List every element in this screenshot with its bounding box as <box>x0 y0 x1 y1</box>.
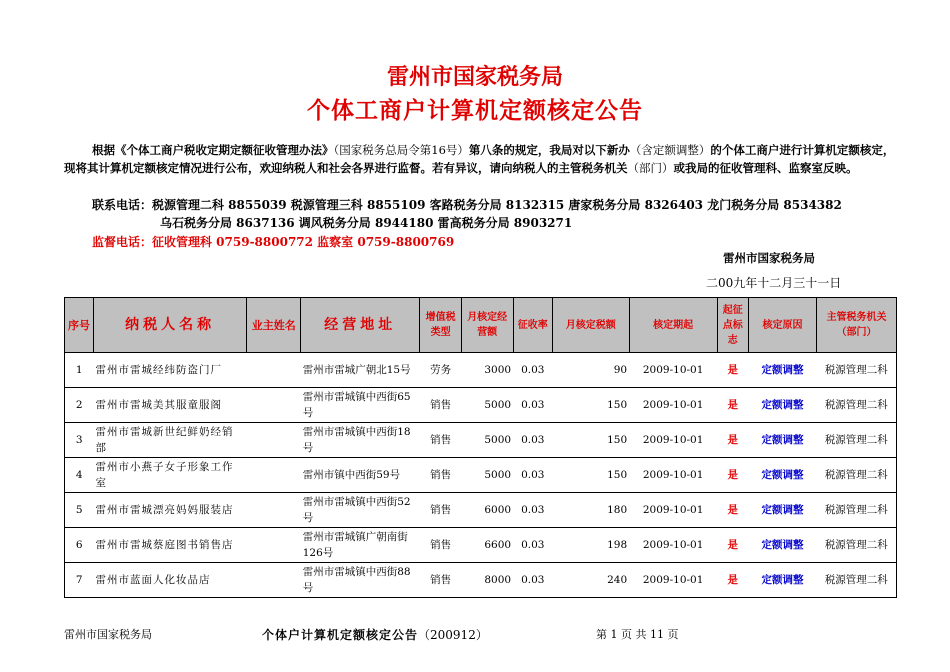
col-threshold: 起征点标志 <box>717 298 748 353</box>
row-address: 雷州市雷城镇中西街18号 <box>301 423 420 458</box>
row-seq: 2 <box>65 388 94 423</box>
row-tax: 180 <box>552 493 629 528</box>
row-seq: 7 <box>65 563 94 598</box>
row-threshold-flag: 是 <box>717 493 748 528</box>
row-tax: 150 <box>552 458 629 493</box>
row-revenue: 3000 <box>461 353 513 388</box>
row-period: 2009-10-01 <box>629 528 717 563</box>
table-header-row <box>65 298 897 353</box>
row-revenue: 5000 <box>461 458 513 493</box>
footer-title-text: 个体户计算机定额核定公告 <box>262 628 419 642</box>
intro-part3: 第八条的规定，我局对以下新办 <box>468 143 630 157</box>
row-seq: 1 <box>65 353 94 388</box>
row-dept: 税源管理二科 <box>817 423 897 458</box>
row-rate: 0.03 <box>513 563 552 598</box>
col-period: 核定期起 <box>629 298 717 353</box>
assessment-table <box>64 297 897 598</box>
row-revenue: 5000 <box>461 388 513 423</box>
row-reason: 定额调整 <box>748 493 816 528</box>
intro-part5: 的个体工商户进行计算机定额核定，现将其计算机定额核定情况进行公布，欢迎纳税人和社会各界进行监督。若有异议，请向纳税人的主管税务机关 <box>64 143 895 175</box>
row-vat: 销售 <box>420 458 461 493</box>
col-address: 经营地址 <box>301 298 420 353</box>
row-reason: 定额调整 <box>748 563 816 598</box>
row-period: 2009-10-01 <box>629 423 717 458</box>
row-seq: 5 <box>65 493 94 528</box>
row-revenue: 6000 <box>461 493 513 528</box>
col-owner: 业主姓名 <box>247 298 301 353</box>
col-rate: 征收率 <box>513 298 552 353</box>
footer-title <box>262 626 488 643</box>
row-vat: 销售 <box>420 563 461 598</box>
row-dept: 税源管理二科 <box>817 563 897 598</box>
row-owner <box>247 353 301 388</box>
row-seq: 3 <box>65 423 94 458</box>
intro-part6: （部门） <box>627 161 674 175</box>
row-owner <box>247 388 301 423</box>
row-period: 2009-10-01 <box>629 493 717 528</box>
intro-part2: （国家税务总局令第16号） <box>333 143 469 157</box>
row-vat: 销售 <box>420 528 461 563</box>
row-tax: 240 <box>552 563 629 598</box>
table-row <box>65 458 897 493</box>
row-name: 雷州市蓝面人化妆品店 <box>94 563 247 598</box>
row-seq: 6 <box>65 528 94 563</box>
row-tax: 150 <box>552 423 629 458</box>
col-name: 纳税人名称 <box>94 298 247 353</box>
row-threshold-flag: 是 <box>717 528 748 563</box>
row-address: 雷州市镇中西街59号 <box>301 458 420 493</box>
col-reason: 核定原因 <box>748 298 816 353</box>
row-period: 2009-10-01 <box>629 353 717 388</box>
org-title: 雷州市国家税务局 <box>386 65 563 90</box>
row-address: 雷州市雷城镇中西街88号 <box>301 563 420 598</box>
col-revenue: 月核定经营额 <box>461 298 513 353</box>
row-name: 雷州市雷城漂亮妈妈服装店 <box>94 493 247 528</box>
col-seq: 序号 <box>65 298 94 353</box>
row-vat: 销售 <box>420 388 461 423</box>
row-owner <box>247 493 301 528</box>
footer-org: 雷州市国家税务局 <box>64 628 152 641</box>
table-row <box>65 423 897 458</box>
row-vat: 销售 <box>420 493 461 528</box>
intro-part7: 或我局的征收管理科、监察室反映。 <box>673 161 858 175</box>
row-rate: 0.03 <box>513 528 552 563</box>
contact-line-2: 乌石税务分局 8637136 调风税务分局 8944180 雷高税务分局 8903271 <box>160 216 573 230</box>
row-threshold-flag: 是 <box>717 458 748 493</box>
table-row <box>65 563 897 598</box>
row-name: 雷州市小燕子女子形象工作室 <box>94 458 247 493</box>
row-address: 雷州市雷城广朝北15号 <box>301 353 420 388</box>
row-reason: 定额调整 <box>748 528 816 563</box>
row-vat: 劳务 <box>420 353 461 388</box>
row-threshold-flag: 是 <box>717 388 748 423</box>
row-address: 雷州市雷城镇中西街52号 <box>301 493 420 528</box>
row-dept: 税源管理二科 <box>817 353 897 388</box>
row-reason: 定额调整 <box>748 458 816 493</box>
row-dept: 税源管理二科 <box>817 388 897 423</box>
row-rate: 0.03 <box>513 353 552 388</box>
row-address: 雷州市雷城镇广朝南街126号 <box>301 528 420 563</box>
table-row <box>65 388 897 423</box>
intro-part4: （含定额调整） <box>629 143 711 157</box>
table-row <box>65 493 897 528</box>
row-reason: 定额调整 <box>748 423 816 458</box>
row-dept: 税源管理二科 <box>817 458 897 493</box>
row-owner <box>247 423 301 458</box>
row-reason: 定额调整 <box>748 388 816 423</box>
row-dept: 税源管理二科 <box>817 528 897 563</box>
row-period: 2009-10-01 <box>629 388 717 423</box>
intro-paragraph <box>64 141 904 177</box>
row-period: 2009-10-01 <box>629 458 717 493</box>
row-period: 2009-10-01 <box>629 563 717 598</box>
row-vat: 销售 <box>420 423 461 458</box>
row-name: 雷州市雷城蔡庭图书销售店 <box>94 528 247 563</box>
row-rate: 0.03 <box>513 423 552 458</box>
table-row <box>65 528 897 563</box>
col-dept: 主管税务机关（部门） <box>817 298 897 353</box>
row-name: 雷州市雷城经纬防盗门厂 <box>94 353 247 388</box>
col-vat: 增值税类型 <box>420 298 461 353</box>
footer-page: 第 1 页 共 11 页 <box>596 628 679 641</box>
row-name: 雷州市雷城美其服童服阁 <box>94 388 247 423</box>
supervise-phones: 监督电话：征收管理科 0759-8800772 监察室 0759-8800769 <box>92 235 455 249</box>
row-dept: 税源管理二科 <box>817 493 897 528</box>
col-tax: 月核定税额 <box>552 298 629 353</box>
row-seq: 4 <box>65 458 94 493</box>
row-owner <box>247 563 301 598</box>
row-threshold-flag: 是 <box>717 353 748 388</box>
row-rate: 0.03 <box>513 388 552 423</box>
row-revenue: 8000 <box>461 563 513 598</box>
row-threshold-flag: 是 <box>717 423 748 458</box>
signature-date: 二00九年十二月三十一日 <box>706 276 842 290</box>
row-rate: 0.03 <box>513 458 552 493</box>
row-owner <box>247 458 301 493</box>
row-rate: 0.03 <box>513 493 552 528</box>
row-revenue: 5000 <box>461 423 513 458</box>
signature-org: 雷州市国家税务局 <box>723 251 815 265</box>
row-tax: 198 <box>552 528 629 563</box>
row-address: 雷州市雷城镇中西街65号 <box>301 388 420 423</box>
intro-part1: 根据《个体工商户税收定期定额征收管理办法》 <box>92 143 334 157</box>
row-revenue: 6600 <box>461 528 513 563</box>
row-tax: 150 <box>552 388 629 423</box>
footer-code: （200912） <box>418 628 488 642</box>
row-threshold-flag: 是 <box>717 563 748 598</box>
table-row <box>65 353 897 388</box>
row-name: 雷州市雷城新世纪鲜奶经销部 <box>94 423 247 458</box>
row-reason: 定额调整 <box>748 353 816 388</box>
row-tax: 90 <box>552 353 629 388</box>
notice-title: 个体工商户计算机定额核定公告 <box>307 98 643 124</box>
contact-line-1: 联系电话：税源管理二科 8855039 税源管理三科 8855109 客路税务分局 8132315 唐家税务分局 8326403 龙门税务分局 8534382 <box>92 198 842 212</box>
row-owner <box>247 528 301 563</box>
